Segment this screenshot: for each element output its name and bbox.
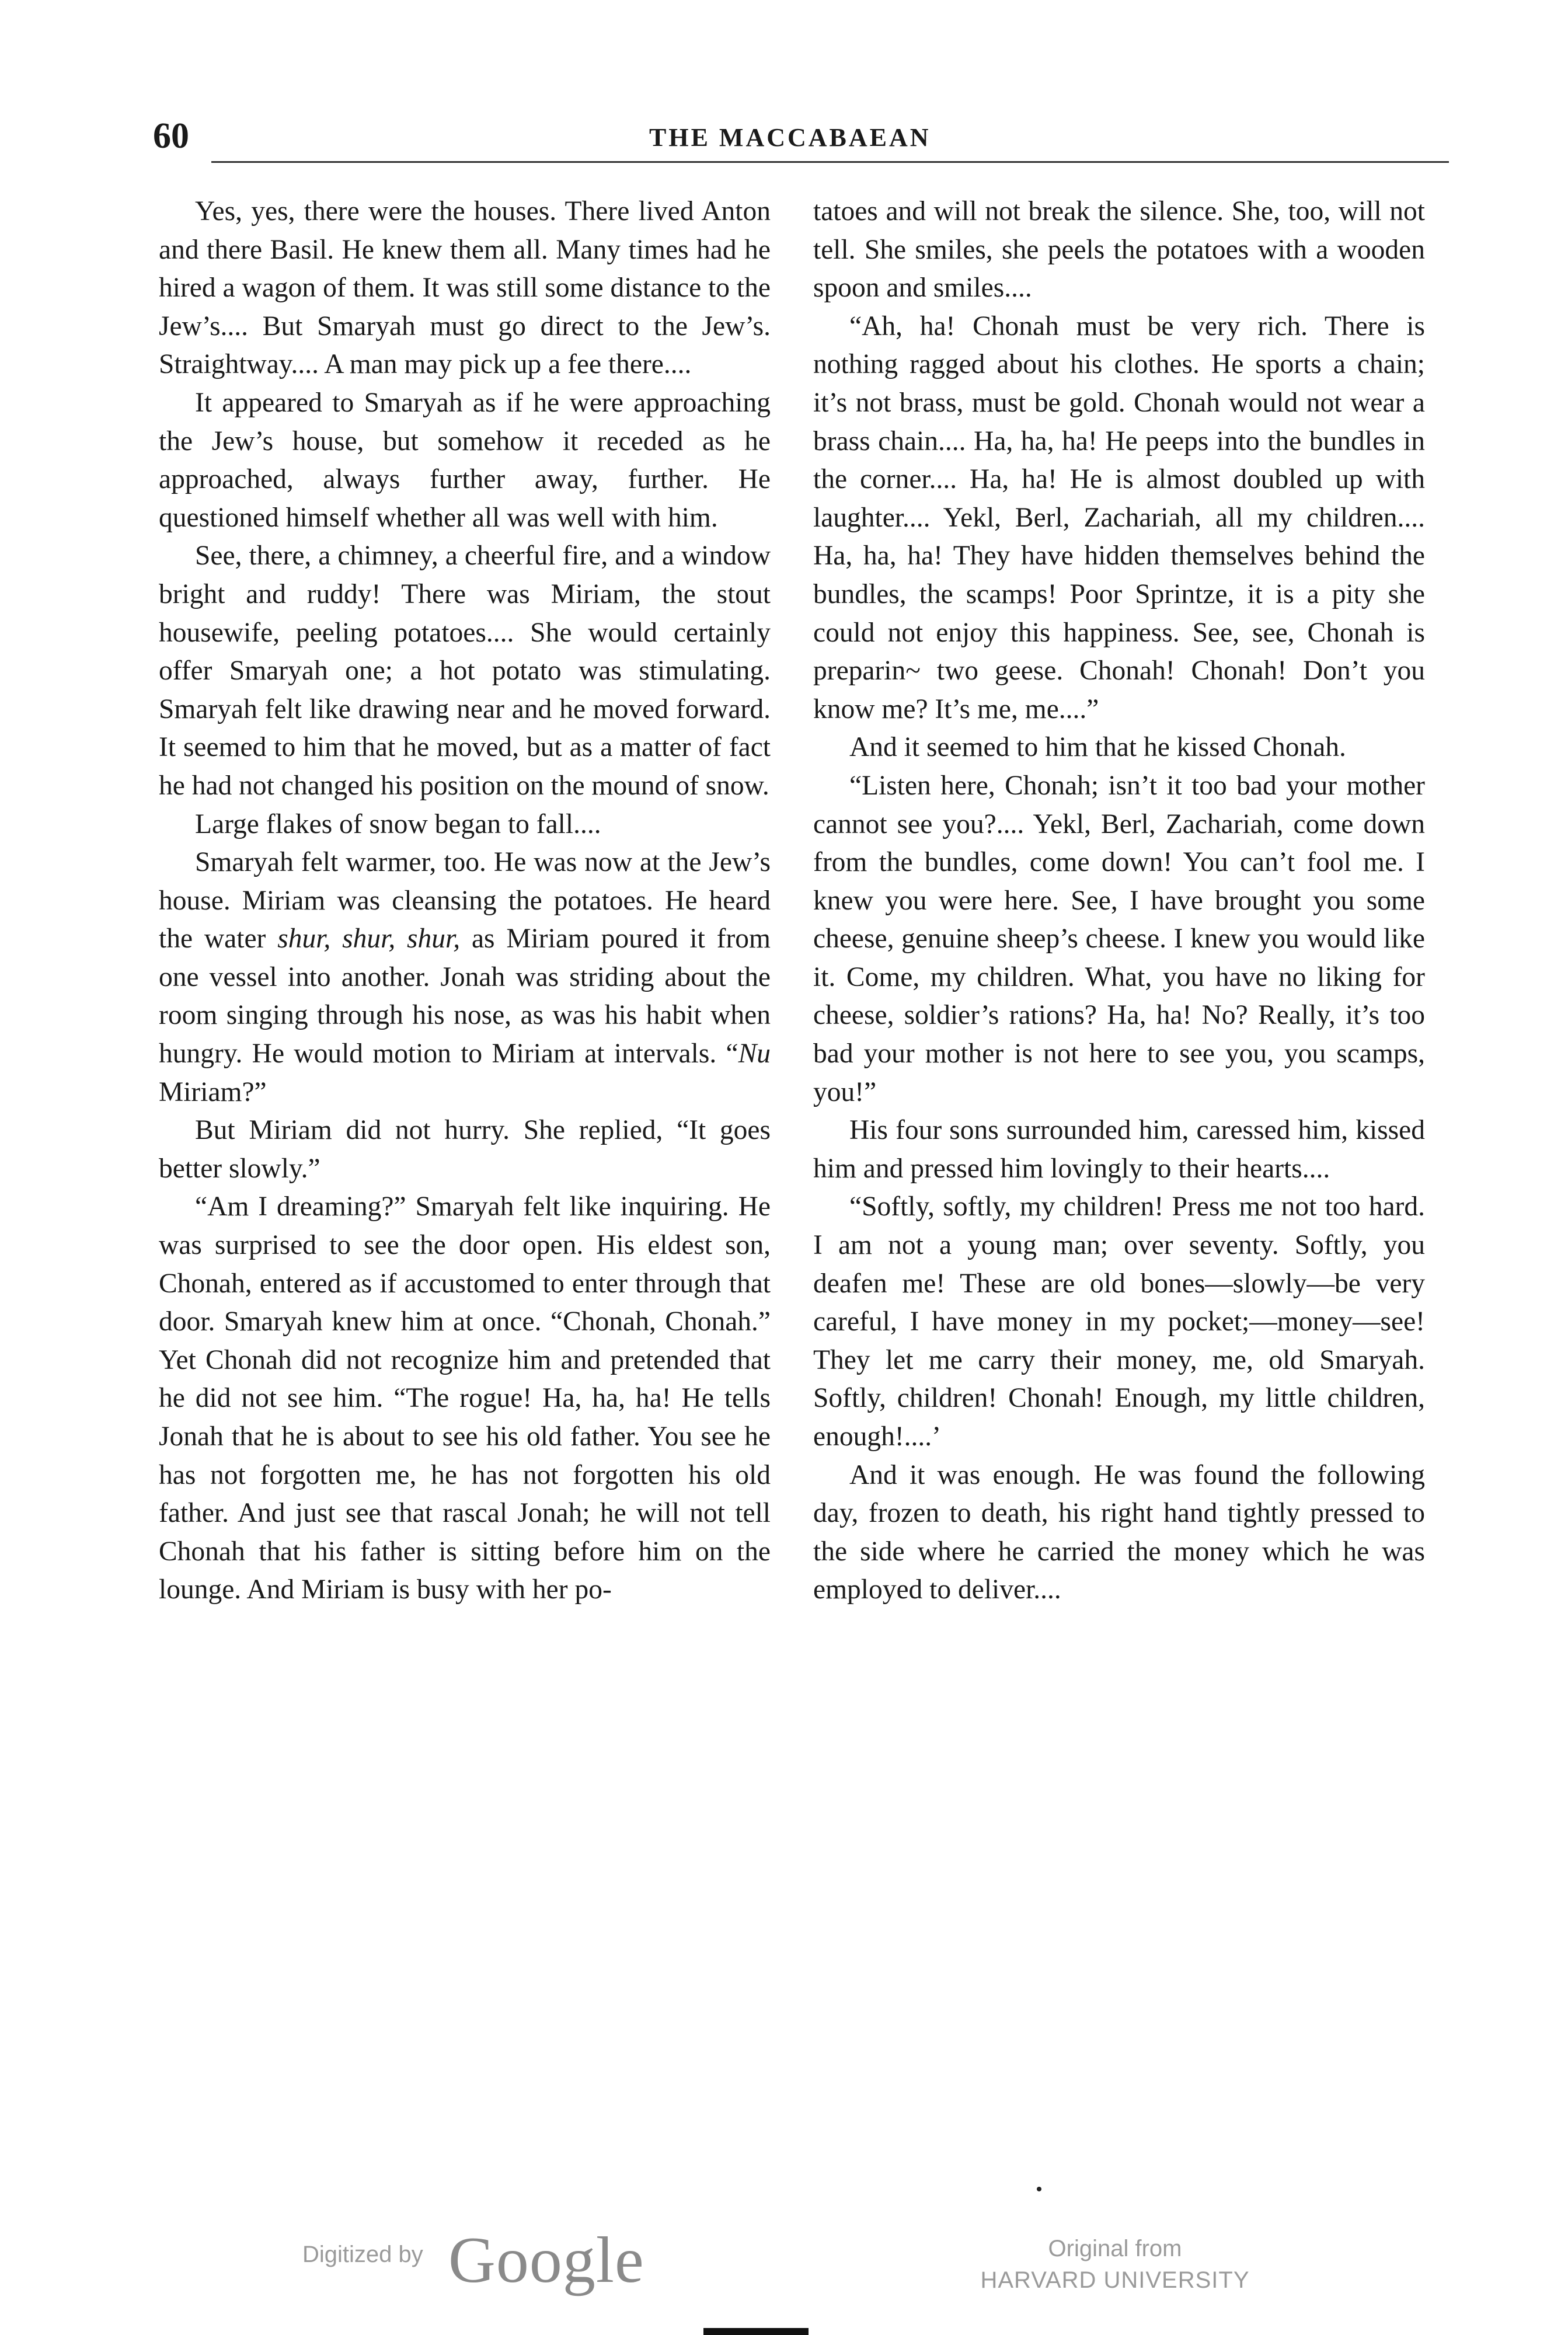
digitized-by-label: Digitized by xyxy=(302,2242,423,2267)
left-paragraph-5-italic-nu: Nu xyxy=(738,1038,771,1069)
left-paragraph-5-italic-shur: shur, shur, shur, xyxy=(277,923,461,954)
left-paragraph-5-text-b: as Miriam poured it from one vessel into another. Jonah was striding about the room singing through his nose, as was his habit when hungry. He would motion to Miriam at intervals. “ xyxy=(159,923,771,1069)
left-paragraph-5-text-c: Miriam?” xyxy=(159,1076,267,1107)
left-paragraph-1: Yes, yes, there were the houses. There lived Anton and there Basil. He knew them all. Many times had he hired a wagon of them. It was still some distance to the Jew’s.... But Smaryah must go direct to the Jew’s. Straightway.... A man may pick up a fee there.... xyxy=(159,196,771,380)
scan-edge-bar xyxy=(703,2328,809,2335)
left-paragraph-5-text-a: Smaryah felt warmer, too. He was now at the Jew’s house. Miriam was cleansing the potatoes. He heard the water xyxy=(159,847,771,954)
institution-label: HARVARD UNIVERSITY xyxy=(980,2267,1250,2293)
left-paragraph-7: “Am I dreaming?” Smaryah felt like inquiring. He was surprised to see the door open. His eldest son, Chonah, entered as if accustomed to enter through that door. Smaryah knew him at once. “Chonah, Chonah.” Yet Chonah did not recognize him and pretended that he did not see him. “The rogue! Ha, ha, ha! He tells Jonah that he is about to see his old father. You see he has not forgotten me, he has not forgotten his old father. And just see that rascal Jonah; he will not tell Chonah that his father is sitting before him on the lounge. And Miriam is busy with her po- xyxy=(159,1191,771,1605)
left-column xyxy=(159,193,771,1609)
right-paragraph-5: His four sons surrounded him, caressed him, kissed him and pressed him lovingly to their hearts.... xyxy=(813,1115,1425,1184)
right-paragraph-7: And it was enough. He was found the following day, frozen to death, his right hand tightly pressed to the side where he carried the money which he was employed to deliver.... xyxy=(813,1459,1425,1605)
right-column xyxy=(813,193,1425,1609)
left-paragraph-4: Large flakes of snow began to fall.... xyxy=(195,808,601,839)
running-head-title: THE MACCABAEAN xyxy=(649,123,931,152)
right-paragraph-2: “Ah, ha! Chonah must be very rich. There is nothing ragged about his clothes. He sports a chain; it’s not brass, must be gold. Chonah would not wear a brass chain.... Ha, ha, ha! He peeps into the bundles in the corner.... Ha, ha! He is almost doubled up with laughter.... Yekl, Berl, Zachariah, all my children.... Ha, ha, ha! They have hidden themselves behind the bundles, the scamps! Poor Sprintze, it is a pity she could not enjoy this happiness. See, see, Chonah is preparin~ two geese. Chonah! Chonah! Don’t you know me? It’s me, me....” xyxy=(813,311,1425,724)
header-rule xyxy=(211,161,1449,163)
left-paragraph-3: See, there, a chimney, a cheerful fire, and a window bright and ruddy! There was Miriam, the stout housewife, peeling potatoes.... She would certainly offer Smaryah one; a hot potato was stimulating. Smaryah felt like drawing near and he moved forward. It seemed to him that he moved, but as a matter of fact he had not changed his position on the mound of snow. xyxy=(159,541,771,801)
right-paragraph-4: “Listen here, Chonah; isn’t it too bad your mother cannot see you?.... Yekl, Berl, Zachariah, come down from the bundles, come down! You can’t fool me. I knew you were here. See, I have brought you some cheese, genuine sheep’s cheese. I knew you would like it. Come, my children. What, you have no liking for cheese, soldier’s rations? Ha, ha! No? Really, it’s too bad your mother is not here to see you, you scamps, you!” xyxy=(813,770,1425,1107)
page-number: 60 xyxy=(153,116,189,156)
right-paragraph-3: And it seemed to him that he kissed Chonah. xyxy=(849,732,1346,763)
left-paragraph-5 xyxy=(159,844,771,1111)
left-paragraph-6: But Miriam did not hurry. She replied, “It goes better slowly.” xyxy=(159,1115,771,1184)
page-header xyxy=(153,116,1437,162)
left-paragraph-2: It appeared to Smaryah as if he were approaching the Jew’s house, but somehow it receded as he approached, always further away, further. He questioned himself whether all was well with him. xyxy=(159,387,771,533)
right-paragraph-1: tatoes and will not break the silence. She, too, will not tell. She smiles, she peels the potatoes with a wooden spoon and smiles.... xyxy=(813,196,1425,304)
stray-dot xyxy=(1037,2187,1041,2191)
google-logo: Google xyxy=(448,2224,644,2296)
right-paragraph-6: “Softly, softly, my children! Press me not too hard. I am not a young man; over seventy. Softly, you deafen me! These are old bones—slowly—be very careful, I have money in my pocket;—money—see! They let me carry their money, me, old Smaryah. Softly, children! Chonah! Enough, my little children, enough!....’ xyxy=(813,1191,1425,1452)
original-from-label: Original from xyxy=(1048,2236,1182,2261)
